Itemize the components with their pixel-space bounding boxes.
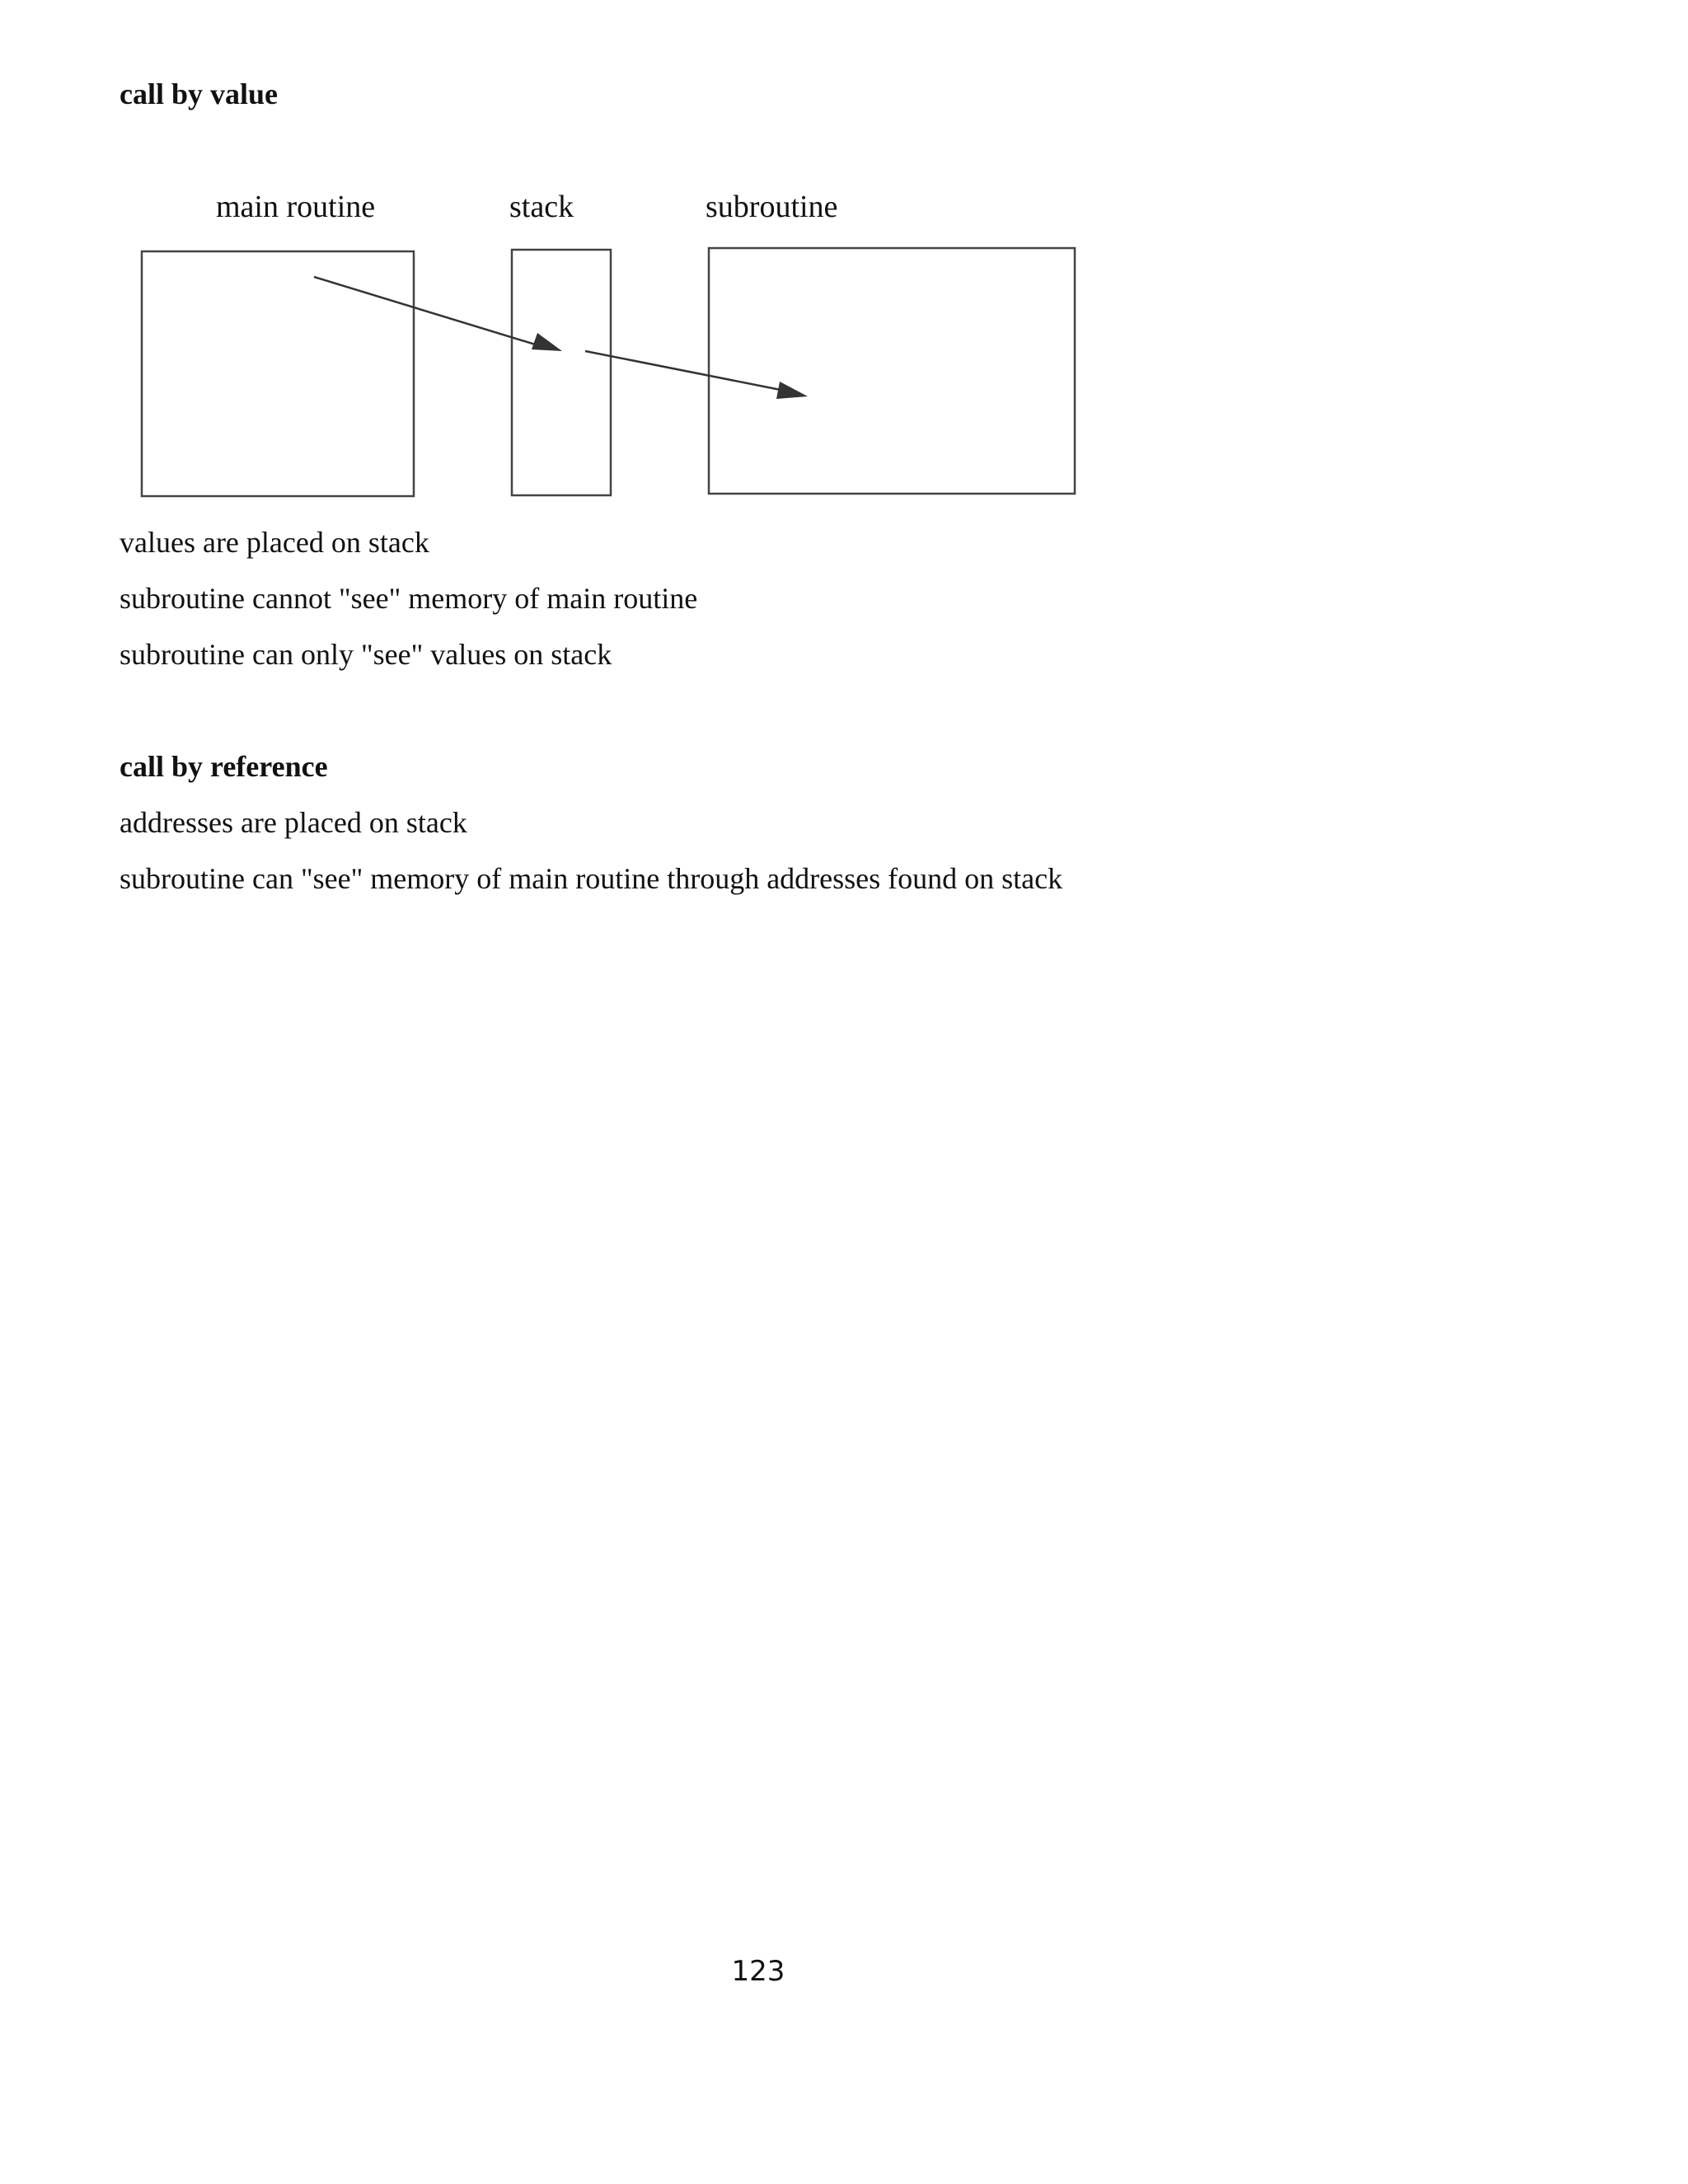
heading-call-by-reference: call by reference [120, 750, 328, 783]
value-line-1: values are placed on stack [120, 526, 429, 559]
heading-call-by-value: call by value [120, 77, 279, 110]
main-routine-box [142, 251, 414, 496]
stack-box [512, 250, 611, 495]
arrowhead-main-to-stack [532, 333, 562, 351]
reference-line-2: subroutine can "see" memory of main routine through addresses found on stack [120, 862, 1063, 895]
call-by-value-diagram [0, 0, 1688, 577]
arrow-stack-to-subroutine [585, 351, 785, 391]
label-subroutine: subroutine [706, 190, 838, 224]
label-main-routine: main routine [216, 190, 376, 224]
subroutine-box [709, 248, 1075, 494]
page-number: 123 [731, 1955, 785, 1988]
arrow-main-to-stack [314, 277, 541, 346]
value-line-2: subroutine cannot "see" memory of main routine [120, 582, 698, 615]
value-line-3: subroutine can only "see" values on stack [120, 638, 612, 671]
reference-line-1: addresses are placed on stack [120, 806, 467, 839]
label-stack: stack [509, 190, 574, 224]
arrowhead-stack-to-subroutine [776, 382, 808, 399]
